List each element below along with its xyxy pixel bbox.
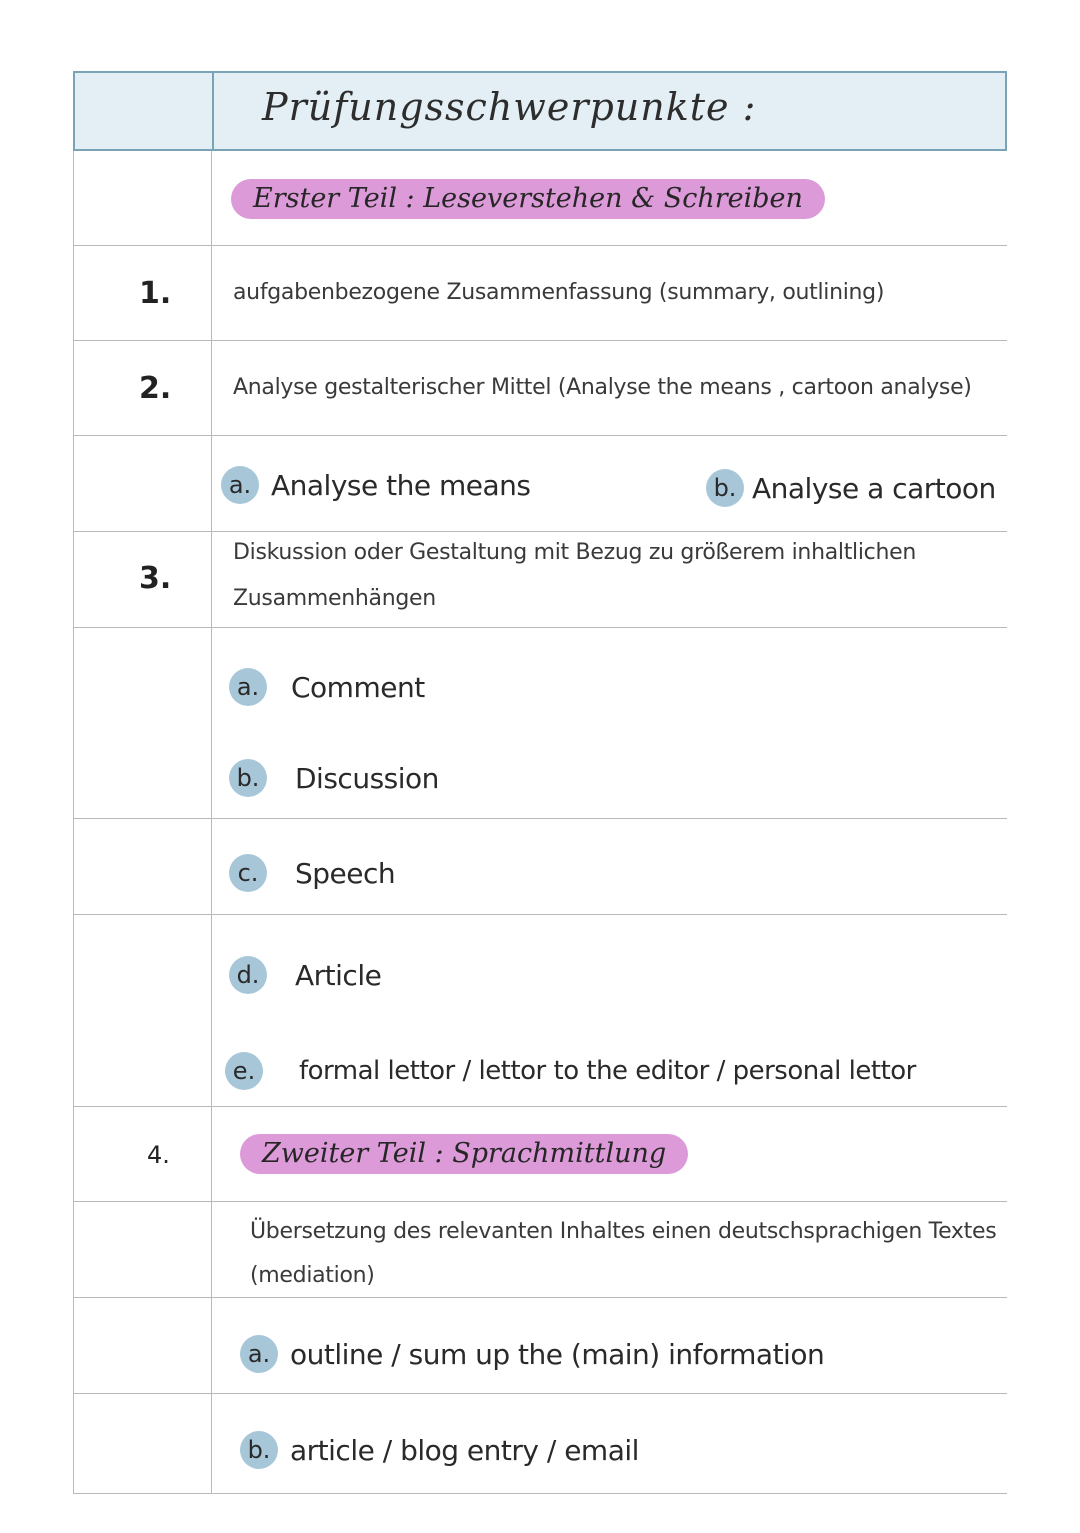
item-badge: c.	[229, 854, 267, 892]
table-row-item-2-sub	[73, 436, 1007, 532]
item-badge: b.	[229, 759, 267, 797]
item-number-1: 1.	[139, 276, 172, 311]
list-item	[229, 956, 381, 994]
notes-table	[73, 71, 1007, 1494]
table-row-item-3-ab	[73, 628, 1007, 819]
table-row-item-3	[73, 532, 1007, 628]
table-row-item-3-de	[73, 915, 1007, 1107]
header-title-cell	[214, 73, 1005, 149]
list-item	[225, 1052, 916, 1090]
item-text: Article	[295, 958, 382, 992]
item-badge: e.	[225, 1052, 263, 1090]
list-item	[229, 759, 439, 797]
table-row-item-1	[73, 246, 1007, 341]
table-row-part2-b	[73, 1394, 1007, 1494]
header-number-cell	[75, 73, 214, 149]
item-text: Speech	[295, 856, 396, 890]
table-row-item-2	[73, 341, 1007, 436]
item-number-3: 3.	[139, 561, 172, 596]
table-row-part1-label	[73, 151, 1007, 246]
item-badge: d.	[229, 956, 267, 994]
part2-text-line2: (mediation)	[250, 1263, 375, 1288]
section-label-part2: Zweiter Teil : Sprachmittlung	[240, 1134, 688, 1174]
item-text: Analyse a cartoon	[752, 471, 996, 505]
item-text: formal lettor / lettor to the editor / personal lettor	[299, 1056, 916, 1086]
item-text: outline / sum up the (main) information	[290, 1337, 825, 1371]
list-item	[229, 854, 395, 892]
item-badge: a.	[240, 1335, 278, 1373]
item-2-text: Analyse gestalterischer Mittel (Analyse the means , cartoon analyse)	[233, 375, 972, 400]
section-label-part1: Erster Teil : Leseverstehen & Schreiben	[231, 179, 825, 219]
item-badge: a.	[221, 466, 259, 504]
table-row-part2-a	[73, 1298, 1007, 1394]
part2-text-line1: Übersetzung des relevanten Inhaltes einen deutschsprachigen Textes	[250, 1219, 997, 1244]
item-badge: a.	[229, 668, 267, 706]
item-3-text-line2: Zusammenhängen	[233, 586, 436, 611]
item-1-text: aufgabenbezogene Zusammenfassung (summary, outlining)	[233, 280, 885, 305]
item-badge: b.	[240, 1431, 278, 1469]
table-row-part2-label	[73, 1107, 1007, 1202]
item-text: article / blog entry / email	[290, 1433, 639, 1467]
item-badge: b.	[706, 469, 744, 507]
list-item	[240, 1335, 824, 1373]
list-item	[221, 466, 530, 504]
table-row-part2-text	[73, 1202, 1007, 1298]
page-title: Prüfungsschwerpunkte :	[262, 85, 757, 129]
item-number-4: 4.	[147, 1141, 170, 1169]
list-item	[240, 1431, 639, 1469]
item-3-text-line1: Diskussion oder Gestaltung mit Bezug zu größerem inhaltlichen	[233, 540, 916, 565]
list-item	[706, 469, 996, 507]
item-text: Discussion	[295, 761, 439, 795]
list-item	[229, 668, 425, 706]
item-text: Comment	[291, 670, 425, 704]
item-number-2: 2.	[139, 371, 172, 406]
item-text: Analyse the means	[271, 468, 531, 502]
table-row-item-3-c	[73, 819, 1007, 915]
table-header	[73, 71, 1007, 151]
